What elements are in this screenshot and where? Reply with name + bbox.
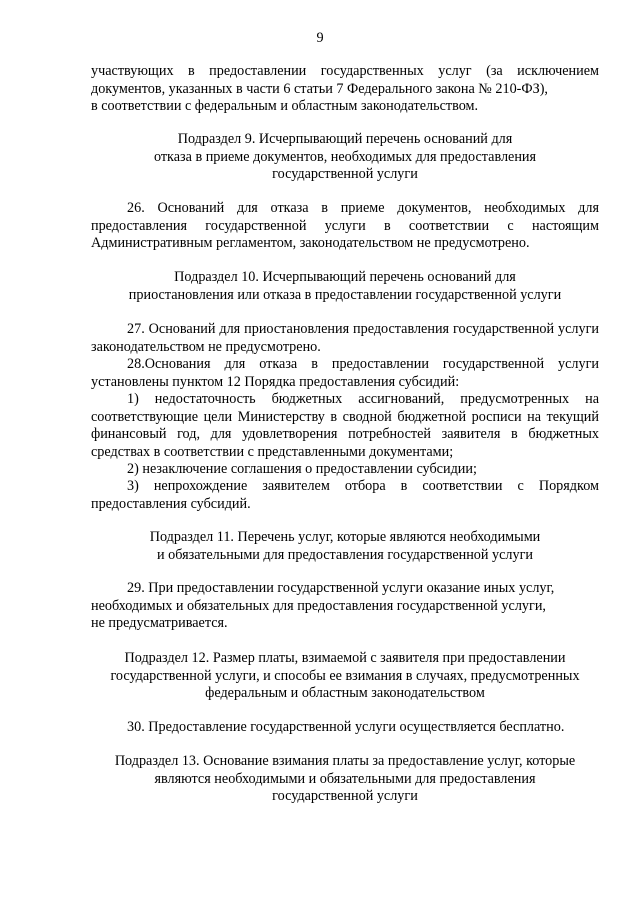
heading-line: государственной услуги (272, 166, 418, 182)
heading-line: Подраздел 12. Размер платы, взимаемой с заявителя при предоставлении (124, 650, 566, 666)
subsection-11-heading (91, 529, 599, 564)
heading-line: Подраздел 13. Основание взимания платы за предоставление услуг, которые (114, 753, 576, 769)
paragraph-28-item-3: 3) непрохождение заявителем отбора в соответствии с Порядком предоставления субсидий. (91, 478, 599, 512)
heading-line: Подраздел 10. Исчерпывающий перечень оснований для (174, 269, 516, 285)
intro-line: в соответствии с федеральным и областным законодательством. (91, 98, 479, 114)
subsection-12-heading (80, 650, 610, 703)
paragraph-27: 27. Оснований для приостановления предоставления государственной услуги законодательством не предусмотрено. (91, 321, 599, 355)
subsection-9-heading (91, 131, 599, 184)
subsection-10-heading (91, 269, 599, 304)
heading-line: приостановления или отказа в предоставлении государственной услуги (128, 286, 562, 303)
heading-line: Подраздел 11. Перечень услуг, которые являются необходимыми (149, 529, 541, 545)
heading-line: являются необходимыми и обязательными для предоставления (154, 770, 536, 787)
heading-line: отказа в приеме документов, необходимых для предоставления (153, 148, 537, 165)
intro-line: участвующих в предоставлении государственных услуг (за исключением (91, 63, 599, 79)
paragraph-line: 29. При предоставлении государственной услуги оказание иных услуг, (127, 580, 555, 596)
page-number: 9 (316, 30, 324, 46)
heading-line: федеральным и областным законодательством (205, 685, 485, 701)
subsection-13-heading (80, 753, 610, 806)
paragraph-line: 30. Предоставление государственной услуги осуществляется бесплатно. (127, 719, 565, 735)
heading-line: Подраздел 9. Исчерпывающий перечень оснований для (177, 131, 513, 147)
paragraph-29 (91, 580, 599, 633)
intro-paragraph (91, 63, 599, 116)
heading-line: и обязательными для предоставления государственной услуги (156, 546, 534, 563)
intro-line: документов, указанных в части 6 статьи 7 Федерального закона № 210-ФЗ), (91, 80, 548, 97)
paragraph-28: 28.Основания для отказа в предоставлении государственной услуги установлены пунктом 12 Порядка предоставления субсидий: (91, 356, 599, 390)
paragraph-30 (91, 719, 599, 737)
heading-line: государственной услуги (272, 788, 418, 804)
paragraph-line: необходимых и обязательных для предоставления государственной услуги, (91, 597, 546, 614)
paragraph-line: не предусматривается. (91, 615, 228, 631)
heading-line: государственной услуги, и способы ее взимания в случаях, предусмотренных (110, 667, 580, 684)
paragraph-28-item-2: 2) незаключение соглашения о предоставлении субсидии; (127, 461, 477, 477)
paragraph-28-item-1: 1) недостаточность бюджетных ассигнований, предусмотренных на соответствующие цели Министерству в сводной бюджетной росписи на текущий финансовый год, для удовлетворения потребностей заявителя в бюджетных средствах в соответствии с представленными документами; (91, 391, 599, 460)
paragraph-26: 26. Оснований для отказа в приеме документов, необходимых для предоставления государственной услуги в соответствии с настоящим Административным регламентом, законодательством не предусмотрено. (91, 200, 599, 251)
